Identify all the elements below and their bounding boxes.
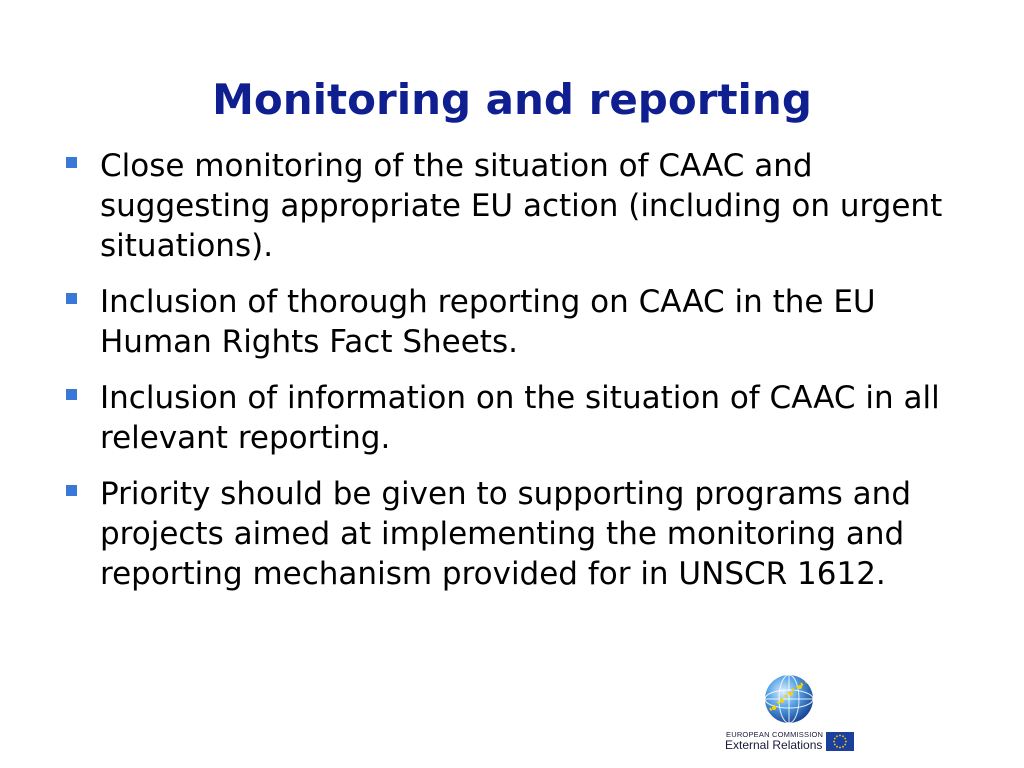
department-label: External Relations (725, 738, 823, 752)
bullet-text: Close monitoring of the situation of CAAC and suggesting appropriate EU action (including on urgent situations). (100, 148, 943, 264)
organization-label: EUROPEAN COMMISSION (726, 730, 824, 739)
bullet-item (62, 474, 982, 594)
square-bullet-icon (66, 389, 77, 400)
eu-flag-icon (826, 732, 854, 751)
square-bullet-icon (66, 293, 77, 304)
square-bullet-icon (66, 485, 77, 496)
bullet-text: Inclusion of thorough reporting on CAAC in the EU Human Rights Fact Sheets. (100, 284, 876, 360)
square-bullet-icon (66, 157, 77, 168)
bullet-item (62, 146, 982, 266)
bullet-list (62, 146, 982, 610)
globe-logo-icon (762, 672, 816, 726)
ec-external-relations-logo (722, 672, 862, 756)
bullet-text: Priority should be given to supporting programs and projects aimed at implementing the monitoring and reporting mechanism provided for in UNSCR 1612. (100, 476, 911, 592)
bullet-item (62, 378, 982, 458)
bullet-item (62, 282, 982, 362)
bullet-text: Inclusion of information on the situation of CAAC in all relevant reporting. (100, 380, 940, 456)
slide-title: Monitoring and reporting (212, 75, 812, 124)
